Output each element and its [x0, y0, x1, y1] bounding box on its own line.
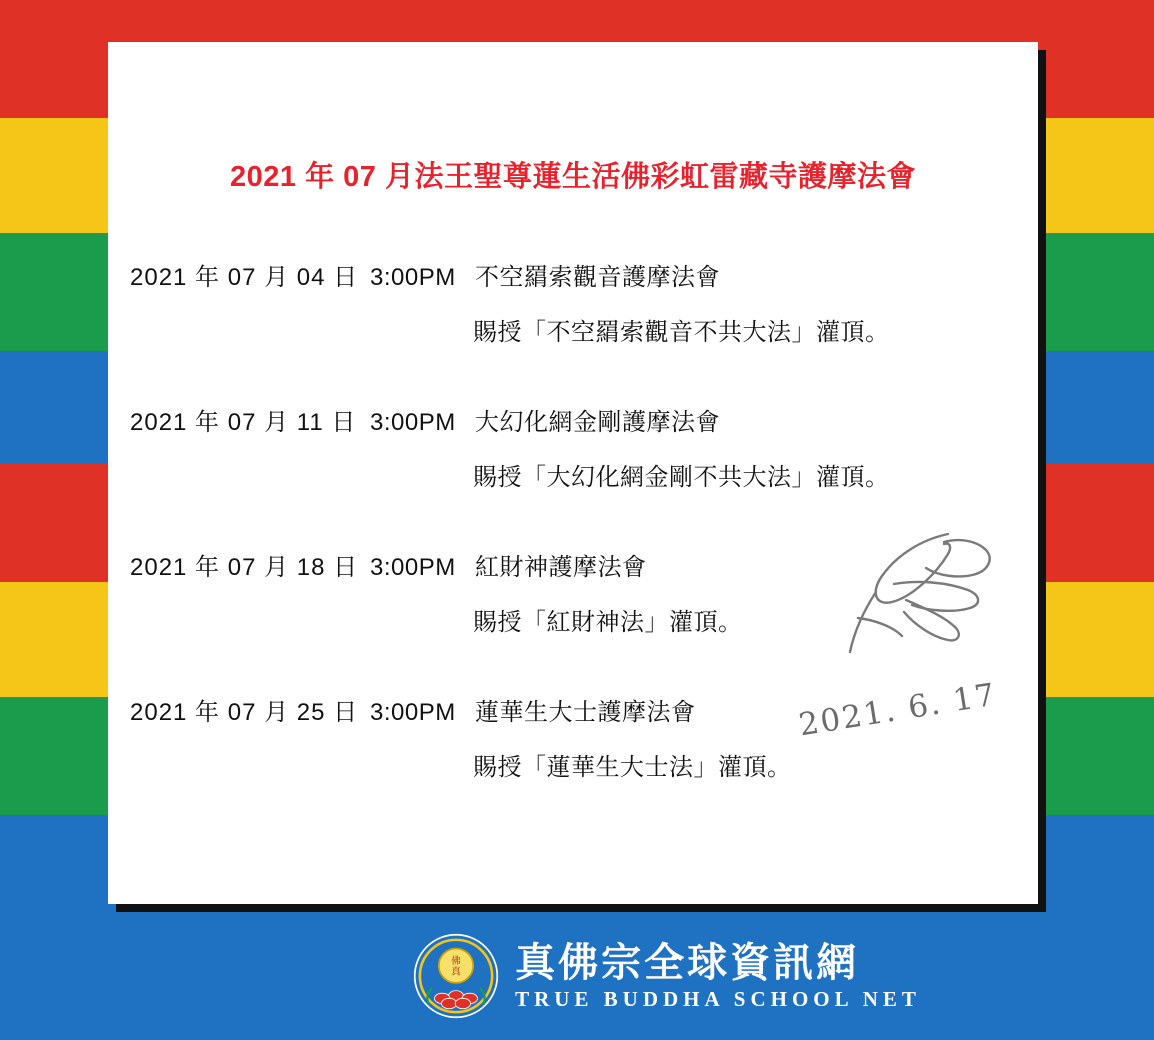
event-time: 3:00PM — [370, 409, 456, 436]
event-detail: 賜授「不空羂索觀音不共大法」灌頂。 — [473, 319, 890, 346]
schedule-event-row — [108, 547, 1038, 692]
svg-text:佛: 佛 — [451, 955, 461, 967]
event-detail: 賜授「蓮華生大士法」灌頂。 — [473, 754, 792, 781]
footer-branding — [0, 912, 1154, 1040]
event-name: 大幻化網金剛護摩法會 — [475, 409, 720, 436]
schedule-event-row — [108, 402, 1038, 547]
event-detail: 賜授「大幻化網金剛不共大法」灌頂。 — [473, 464, 890, 491]
schedule-card — [108, 42, 1038, 904]
page-title: 2021 年 07 月法王聖尊蓮生活佛彩虹雷藏寺護摩法會 — [230, 161, 916, 193]
event-date: 2021 年 07 月 11 日 — [130, 409, 357, 436]
event-time: 3:00PM — [370, 554, 456, 581]
schedule-list — [108, 257, 1038, 837]
event-time: 3:00PM — [370, 699, 456, 726]
event-date: 2021 年 07 月 04 日 — [130, 264, 359, 291]
event-name: 不空羂索觀音護摩法會 — [475, 264, 720, 291]
signature-date: 2021. 6. 17 — [796, 676, 1000, 744]
event-date: 2021 年 07 月 18 日 — [130, 554, 359, 581]
true-buddha-school-emblem-icon — [413, 933, 499, 1019]
svg-text:真: 真 — [451, 966, 461, 978]
event-date: 2021 年 07 月 25 日 — [130, 699, 359, 726]
event-time: 3:00PM — [370, 264, 456, 291]
event-name: 紅財神護摩法會 — [475, 554, 647, 581]
event-detail: 賜授「紅財神法」灌頂。 — [473, 609, 743, 636]
brand-name-en: TRUE BUDDHA SCHOOL NET — [515, 986, 921, 1011]
brand-name-cn: 真佛宗全球資訊網 — [515, 939, 860, 986]
schedule-event-row — [108, 257, 1038, 402]
event-name: 蓮華生大士護摩法會 — [475, 699, 696, 726]
